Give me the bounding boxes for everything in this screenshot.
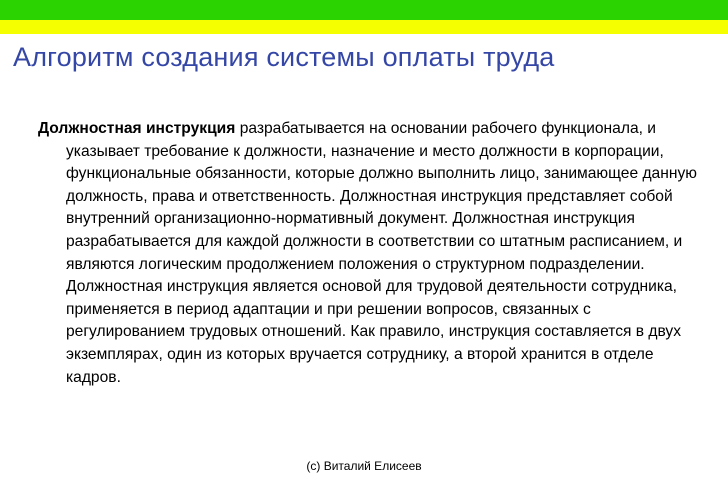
top-yellow-band <box>0 20 728 34</box>
top-green-band <box>0 0 728 20</box>
paragraph-lead-term: Должностная инструкция <box>38 120 236 137</box>
author-footer: (c) Виталий Елисеев <box>306 459 422 473</box>
paragraph-text: разрабатывается на основании рабочего функционала, и указывает требование к должности, назначение и место должности в корпорации, функциональные обязанности, которые должно выполнить лицо, занимающее данную должность, права и ответственность. Должностная инструкция представляет собой внутренний организационно-нормативный документ. Должностная инструкция разрабатывается для каждой должности в соответствии со штатным расписанием, и являются логическим продолжением положения о структурном подразделении. Должностная инструкция является основой для трудовой деятельности сотрудника, применяется в период адаптации и при решении вопросов, связанных с регулированием трудовых отношений. Как правило, инструкция составляется в двух экземплярах, один из которых вручается сотруднику, а второй хранится в отделе кадров. <box>66 120 697 386</box>
slide-body-paragraph <box>10 118 700 389</box>
slide-title: Алгоритм создания системы оплаты труда <box>13 42 555 72</box>
